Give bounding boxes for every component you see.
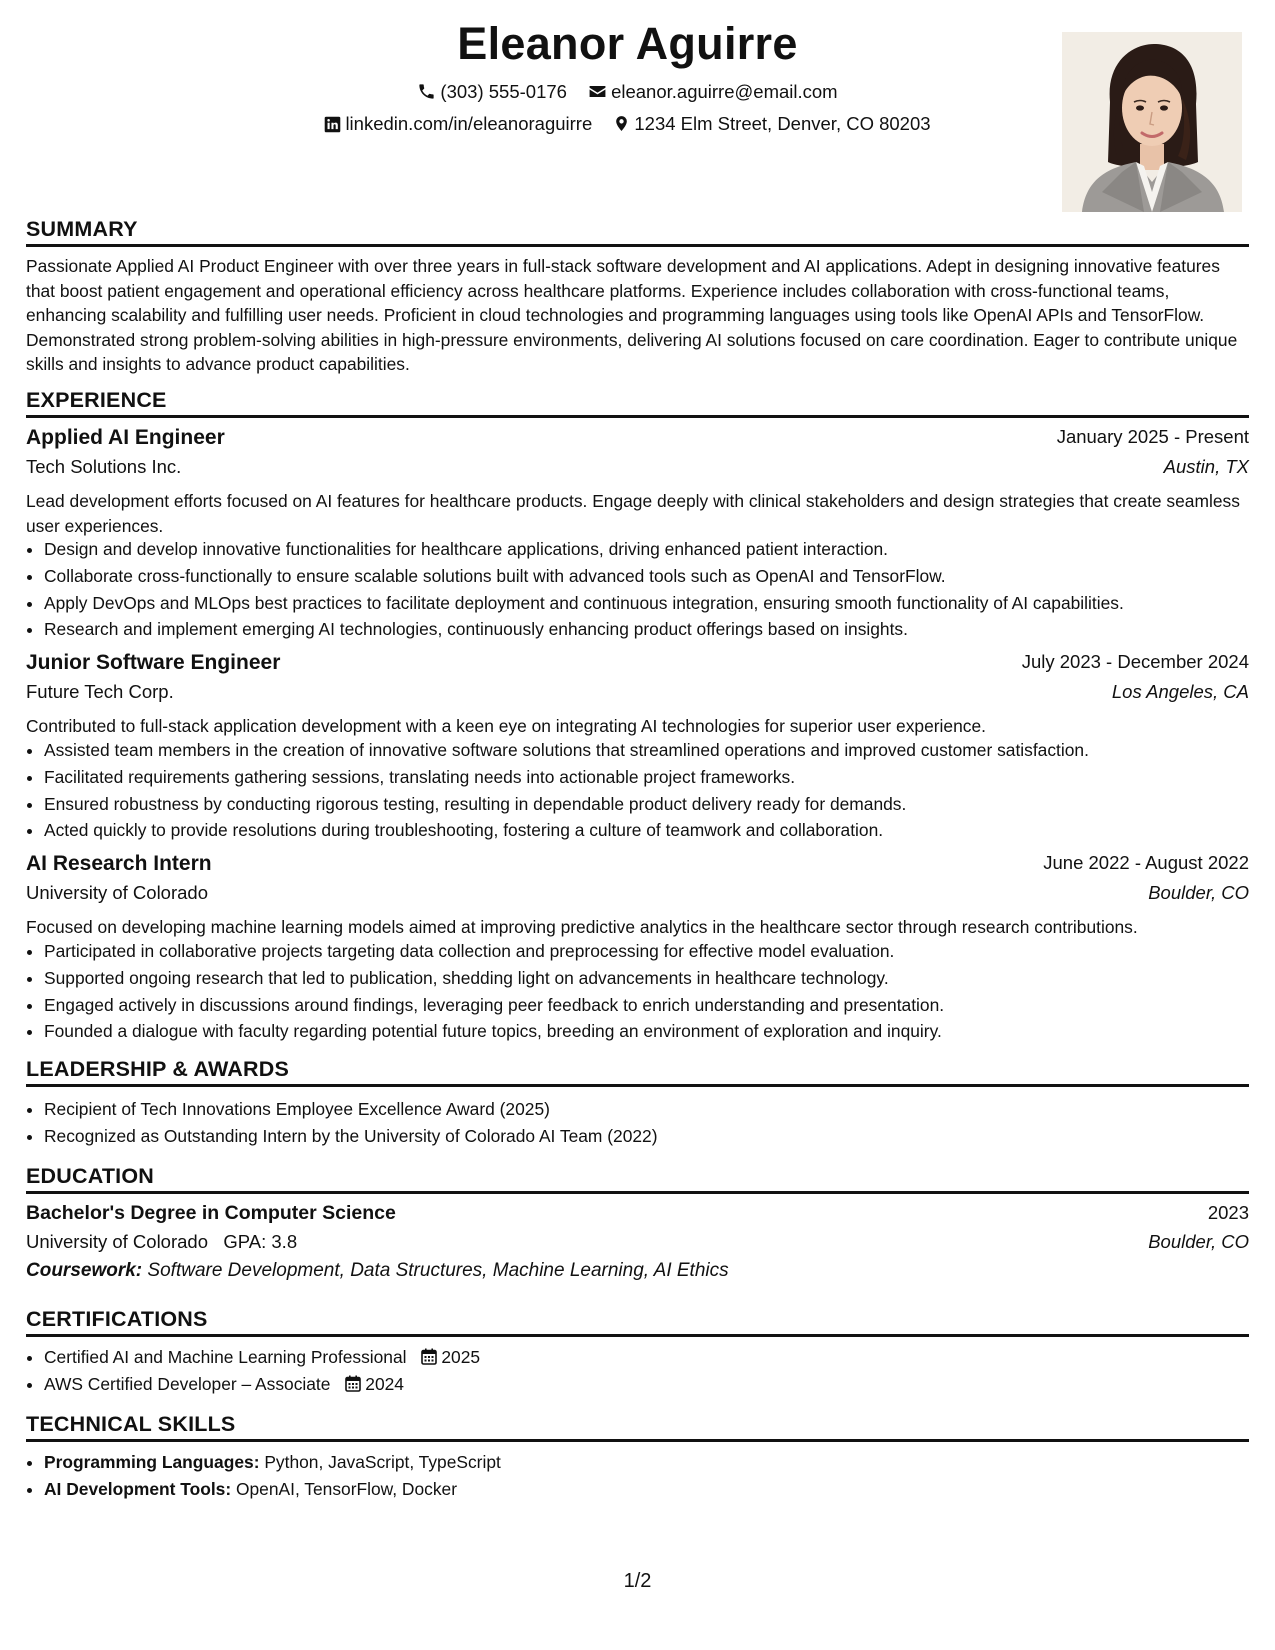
linkedin-icon — [324, 116, 341, 133]
list-item: • Ensured robustness by conducting rigorous testing, resulting in dependable product delivery ready for demands. — [44, 791, 1269, 818]
coursework-label: Coursework: — [26, 1260, 143, 1281]
job-dates: January 2025 - Present — [1056, 426, 1249, 447]
job-2-description: Contributed to full-stack application development with a keen eye on integrating AI technologies for superior user experience. — [26, 716, 986, 736]
list-item: • Design and develop innovative functionalities for healthcare applications, driving enhanced patient interaction. — [44, 536, 1269, 563]
list-item — [44, 1371, 1269, 1398]
candidate-name: Eleanor Aguirre — [457, 18, 798, 69]
page-number: 1/2 — [623, 1570, 652, 1592]
job-1-header — [26, 426, 1249, 452]
job-dates: July 2023 - December 2024 — [1021, 651, 1249, 672]
cert-year: 2025 — [441, 1347, 481, 1367]
coursework-line — [26, 1260, 729, 1282]
job-dates: June 2022 - August 2022 — [1043, 852, 1249, 873]
education-heading: EDUCATION — [26, 1163, 1249, 1194]
list-item — [44, 1344, 1269, 1371]
job-2-company-row — [26, 681, 1249, 707]
experience-heading: EXPERIENCE — [26, 387, 1249, 418]
certifications-list — [26, 1344, 1269, 1398]
graduation-year: 2023 — [1207, 1202, 1249, 1223]
list-item: • Founded a dialogue with faculty regarding potential future topics, breeding an environment of exploration and inquiry. — [44, 1018, 1269, 1045]
email-item[interactable] — [588, 81, 838, 103]
job-2-header — [26, 651, 1249, 677]
job-1-company-row — [26, 456, 1249, 482]
address-text: 1234 Elm Street, Denver, CO 80203 — [634, 113, 931, 135]
job-location: Austin, TX — [1163, 456, 1249, 477]
cert-year: 2024 — [365, 1373, 404, 1394]
skill-value: OpenAI, TensorFlow, Docker — [235, 1478, 458, 1499]
envelope-icon — [588, 82, 607, 101]
job-title: Applied AI Engineer — [26, 426, 225, 449]
cert-name: Certified AI and Machine Learning Professional — [44, 1347, 407, 1367]
calendar-icon — [421, 1348, 437, 1365]
phone-number: (303) 555-0176 — [440, 81, 567, 103]
school-gpa — [26, 1231, 297, 1253]
list-item: • Facilitated requirements gathering sessions, translating needs into actionable project frameworks. — [44, 764, 1269, 791]
skills-list — [26, 1449, 1269, 1503]
school-location: Boulder, CO — [1148, 1231, 1249, 1252]
linkedin-item[interactable] — [324, 113, 592, 135]
skill-label: Programming Languages: — [44, 1452, 260, 1472]
job-location: Los Angeles, CA — [1111, 681, 1249, 702]
education-school-row — [26, 1231, 1249, 1257]
leadership-list — [26, 1096, 1269, 1150]
list-item: • Recognized as Outstanding Intern by the University of Colorado AI Team (2022) — [44, 1123, 1269, 1150]
list-item: • Participated in collaborative projects targeting data collection and preprocessing for effective model evaluation. — [44, 938, 1269, 965]
list-item: • Recipient of Tech Innovations Employee Excellence Award (2025) — [44, 1096, 1269, 1123]
job-title: AI Research Intern — [26, 852, 212, 875]
job-3-header — [26, 852, 1249, 878]
summary-heading: SUMMARY — [26, 216, 1249, 247]
list-item: • Collaborate cross-functionally to ensure scalable solutions built with advanced tools such as OpenAI and TensorFlow. — [44, 563, 1269, 590]
list-item: • Acted quickly to provide resolutions during troubleshooting, fostering a culture of teamwork and collaboration. — [44, 817, 1269, 844]
list-item: • Engaged actively in discussions around findings, leveraging peer feedback to enrich understanding and presentation. — [44, 992, 1269, 1019]
degree: Bachelor's Degree in Computer Science — [26, 1202, 396, 1224]
list-item: • Apply DevOps and MLOps best practices to facilitate deployment and continuous integration, ensuring smooth functionality of AI capabilities. — [44, 590, 1269, 617]
coursework-text: Software Development, Data Structures, Machine Learning, AI Ethics — [147, 1260, 729, 1281]
job-location: Boulder, CO — [1148, 882, 1249, 903]
skills-heading: TECHNICAL SKILLS — [26, 1411, 1249, 1442]
job-1-description: Lead development efforts focused on AI features for healthcare products. Engage deeply with clinical stakeholders and design strategies that create seamless user experiences. — [26, 491, 1240, 536]
list-item: • Research and implement emerging AI technologies, continuously enhancing product offerings based on insights. — [44, 616, 1269, 643]
list-item: • Supported ongoing research that led to publication, shedding light on advancements in healthcare technology. — [44, 965, 1269, 992]
school-name: University of Colorado — [26, 1231, 208, 1252]
profile-photo — [1062, 32, 1242, 212]
phone-icon — [417, 82, 436, 101]
job-company: Tech Solutions Inc. — [26, 456, 182, 477]
certifications-heading: CERTIFICATIONS — [26, 1306, 1249, 1337]
calendar-icon — [345, 1375, 361, 1392]
list-item — [44, 1449, 1269, 1476]
job-2-bullets — [26, 737, 1269, 844]
job-1-bullets — [26, 536, 1269, 643]
list-item: • Assisted team members in the creation of innovative software solutions that streamlined operations and improved customer satisfaction. — [44, 737, 1269, 764]
job-3-bullets — [26, 938, 1269, 1045]
list-item — [44, 1476, 1269, 1503]
address-item — [613, 113, 930, 135]
skill-value: Python, JavaScript, TypeScript — [264, 1452, 501, 1472]
education-degree-row — [26, 1202, 1249, 1228]
leadership-heading: LEADERSHIP & AWARDS — [26, 1056, 1249, 1087]
job-company: University of Colorado — [26, 882, 208, 903]
summary-text: Passionate Applied AI Product Engineer with over three years in full-stack software development and AI applications. Adept in designing innovative features that boost patient engagement and operational efficiency across healthcare platforms. Experience includes collaboration with cross-functional teams, enhancing scalability and fulfilling user needs. Proficient in cloud technologies and programming languages using tools like OpenAI APIs and TensorFlow. Demonstrated strong problem-solving abilities in high-pressure environments, delivering AI solutions focused on care coordination. Eager to contribute unique skills and insights to advance product capabilities. — [26, 256, 1238, 375]
job-3-company-row — [26, 882, 1249, 908]
phone-item — [417, 81, 567, 103]
email-link[interactable]: eleanor.aguirre@email.com — [611, 81, 838, 103]
job-3-description: Focused on developing machine learning models aimed at improving predictive analytics in the healthcare sector through research contributions. — [26, 917, 1138, 937]
skill-label: AI Development Tools: — [44, 1478, 232, 1499]
cert-name: AWS Certified Developer – Associate — [44, 1373, 331, 1394]
location-pin-icon — [613, 114, 630, 133]
job-title: Junior Software Engineer — [26, 651, 281, 674]
gpa: GPA: 3.8 — [223, 1231, 298, 1252]
linkedin-link[interactable]: linkedin.com/in/eleanoraguirre — [345, 113, 593, 135]
job-company: Future Tech Corp. — [26, 681, 174, 702]
